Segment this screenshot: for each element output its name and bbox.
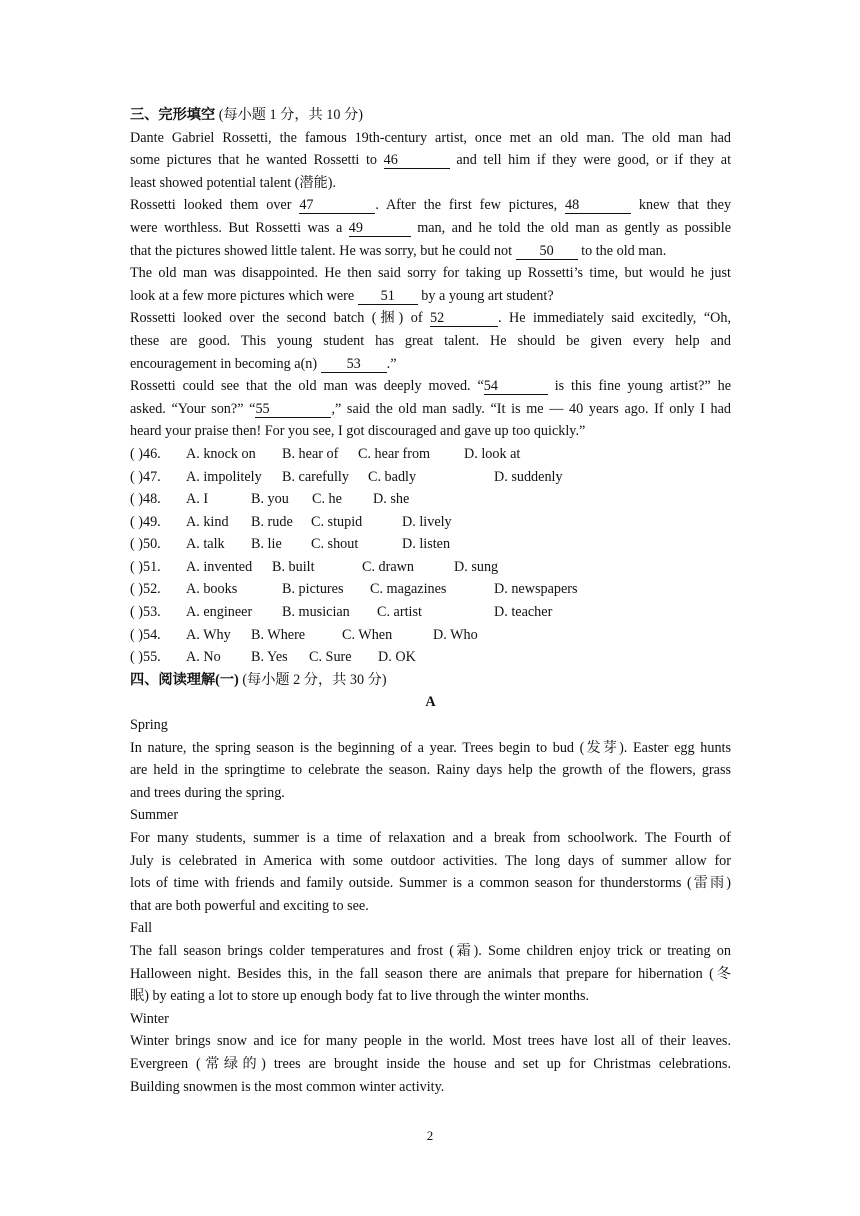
passage-line: Winter brings snow and ice for many people in the world. Most trees have lost all of their leaves. <box>130 1033 731 1050</box>
passage-line: and trees during the spring. <box>130 784 285 801</box>
option: C. stupid <box>311 513 363 530</box>
blank-46: 46 <box>384 152 450 169</box>
option: B. Yes <box>251 649 288 666</box>
option: A. impolitely <box>186 468 262 485</box>
answer-bracket: ( )54. <box>130 626 161 643</box>
answer-bracket: ( )51. <box>130 558 161 575</box>
cloze-heading: 三、完形填空 <box>130 107 216 123</box>
option: A. engineer <box>186 604 253 621</box>
page-number: 2 <box>426 1128 434 1143</box>
cloze-heading-line <box>130 104 731 127</box>
passage-line: Evergreen (常绿的) trees are brought inside the house and set up for Christmas celebrations. <box>130 1055 731 1072</box>
blank-51: 51 <box>358 288 418 305</box>
season-title-fall: Fall <box>130 920 153 937</box>
question-item <box>130 578 731 601</box>
answer-bracket: ( )53. <box>130 604 161 621</box>
cloze-line: Rossetti looked over the second batch (捆) of 52 . He immediately said excitedly, “Oh, <box>130 310 732 327</box>
reading-score-note: (每小题 2 分，共 30 分) <box>242 671 387 688</box>
question-item <box>130 624 731 647</box>
question-item <box>130 646 731 669</box>
question-item <box>130 443 731 466</box>
answer-bracket: ( )47. <box>130 468 161 485</box>
reading-heading-line <box>130 669 731 692</box>
cloze-line: Rossetti looked them over 47 . After the first few pictures, 48 knew that they <box>130 197 732 214</box>
reading-heading: 四、阅读理解(一) <box>130 671 239 688</box>
blank-54: 54 <box>484 378 548 395</box>
cloze-score-note: (每小题 1 分，共 10 分) <box>218 107 363 123</box>
passage-line: lots of time with friends and family outside. Summer is a common season for thunderstorms (雷雨) <box>130 875 731 892</box>
answer-bracket: ( )52. <box>130 581 161 598</box>
question-item <box>130 466 731 489</box>
blank-48: 48 <box>565 197 631 214</box>
option: C. hear from <box>358 445 431 462</box>
answer-bracket: ( )48. <box>130 491 161 508</box>
option: B. Where <box>251 626 306 643</box>
cloze-line: that the pictures showed little talent. He was sorry, but he could not 50 to the old man. <box>130 242 667 259</box>
passage-line: 眠) by eating a lot to store up enough body fat to live through the winter months. <box>130 988 590 1005</box>
blank-52: 52 <box>430 310 498 327</box>
cloze-line: Dante Gabriel Rossetti, the famous 19th-century artist, once met an old man. The old man had <box>130 129 731 146</box>
passage-line: Halloween night. Besides this, in the fall season there are animals that prepare for hibernation (冬 <box>130 965 731 982</box>
option: A. talk <box>186 536 225 553</box>
option: C. magazines <box>370 581 447 598</box>
option: D. she <box>373 491 410 508</box>
blank-53: 53 <box>321 356 387 373</box>
passage-line: The fall season brings colder temperatures and frost (霜). Some children enjoy trick or treating on <box>130 942 731 959</box>
option: C. he <box>312 491 342 508</box>
option: C. Sure <box>309 649 352 666</box>
option: D. listen <box>402 536 451 553</box>
blank-47: 47 <box>299 197 375 214</box>
passage-line: are held in the springtime to celebrate the season. Rainy days help the growth of the flowers, grass <box>130 762 731 779</box>
season-title-spring: Spring <box>130 717 168 734</box>
option: B. carefully <box>282 468 349 485</box>
question-item <box>130 511 731 534</box>
blank-55: 55 <box>255 401 331 418</box>
option: B. musician <box>282 604 350 621</box>
passage-line: July is celebrated in America with some outdoor activities. The long days of summer allow for <box>130 852 731 869</box>
option: D. teacher <box>494 604 553 621</box>
option: A. I <box>186 491 209 508</box>
option: C. badly <box>368 468 417 485</box>
answer-bracket: ( )46. <box>130 445 161 462</box>
option: C. shout <box>311 536 359 553</box>
document-page <box>130 104 731 1098</box>
answer-bracket: ( )55. <box>130 649 161 666</box>
option: A. No <box>186 649 221 666</box>
passage-label: A <box>425 694 436 711</box>
cloze-line: some pictures that he wanted Rossetti to 46 and tell him if they were good, or if they at <box>130 152 732 169</box>
cloze-line: heard your praise then! For you see, I got discouraged and gave up too quickly.” <box>130 423 586 440</box>
question-item <box>130 556 731 579</box>
option: D. sung <box>454 558 499 575</box>
cloze-line: least showed potential talent (潜能). <box>130 174 337 191</box>
option: D. lively <box>402 513 452 530</box>
option: C. artist <box>377 604 422 621</box>
cloze-line: asked. “Your son?” “55 ,” said the old man sadly. “It is me — 40 years ago. If only I had <box>130 400 731 417</box>
passage-line: In nature, the spring season is the beginning of a year. Trees begin to bud (发芽). Easter egg hunts <box>130 739 731 756</box>
passage-line: that are both powerful and exciting to see. <box>130 897 369 914</box>
option: C. drawn <box>362 558 415 575</box>
passage-line: Building snowmen is the most common winter activity. <box>130 1078 445 1095</box>
cloze-line: were worthless. But Rossetti was a 49 man, and he told the old man as gently as possible <box>130 219 732 236</box>
passage-line: For many students, summer is a time of relaxation and a break from schoolwork. The Fourth of <box>130 830 731 846</box>
option: B. lie <box>251 536 282 553</box>
option: A. knock on <box>186 445 256 462</box>
option: A. Why <box>186 626 231 643</box>
question-item <box>130 488 731 511</box>
blank-49: 49 <box>349 220 411 237</box>
cloze-line: The old man was disappointed. He then said sorry for taking up Rossetti’s time, but would he just <box>130 265 731 282</box>
option: D. Who <box>433 626 478 643</box>
option: D. suddenly <box>494 468 563 485</box>
season-title-winter: Winter <box>130 1010 169 1027</box>
option: B. hear of <box>282 445 339 462</box>
cloze-line: look at a few more pictures which were 51 by a young art student? <box>130 287 554 304</box>
option: D. OK <box>378 649 416 666</box>
option: B. pictures <box>282 581 344 598</box>
option: A. books <box>186 581 238 598</box>
option: A. invented <box>186 558 253 575</box>
option: B. built <box>272 558 315 575</box>
option: C. When <box>342 626 393 643</box>
blank-50: 50 <box>516 243 578 260</box>
answer-bracket: ( )50. <box>130 536 161 553</box>
season-title-summer: Summer <box>130 807 179 824</box>
option: D. look at <box>464 445 521 462</box>
cloze-line: encouragement in becoming a(n) 53 .” <box>130 355 397 372</box>
cloze-line: these are good. This young student has great talent. He should be given every help and <box>130 332 731 349</box>
option: A. kind <box>186 513 229 530</box>
option: D. newspapers <box>494 581 578 598</box>
option: B. you <box>251 491 289 508</box>
question-list <box>130 443 731 669</box>
question-item <box>130 533 731 556</box>
option: B. rude <box>251 513 293 530</box>
cloze-line: Rossetti could see that the old man was deeply moved. “54 is this fine young artist?” he <box>130 378 732 395</box>
answer-bracket: ( )49. <box>130 513 161 530</box>
question-item <box>130 601 731 624</box>
